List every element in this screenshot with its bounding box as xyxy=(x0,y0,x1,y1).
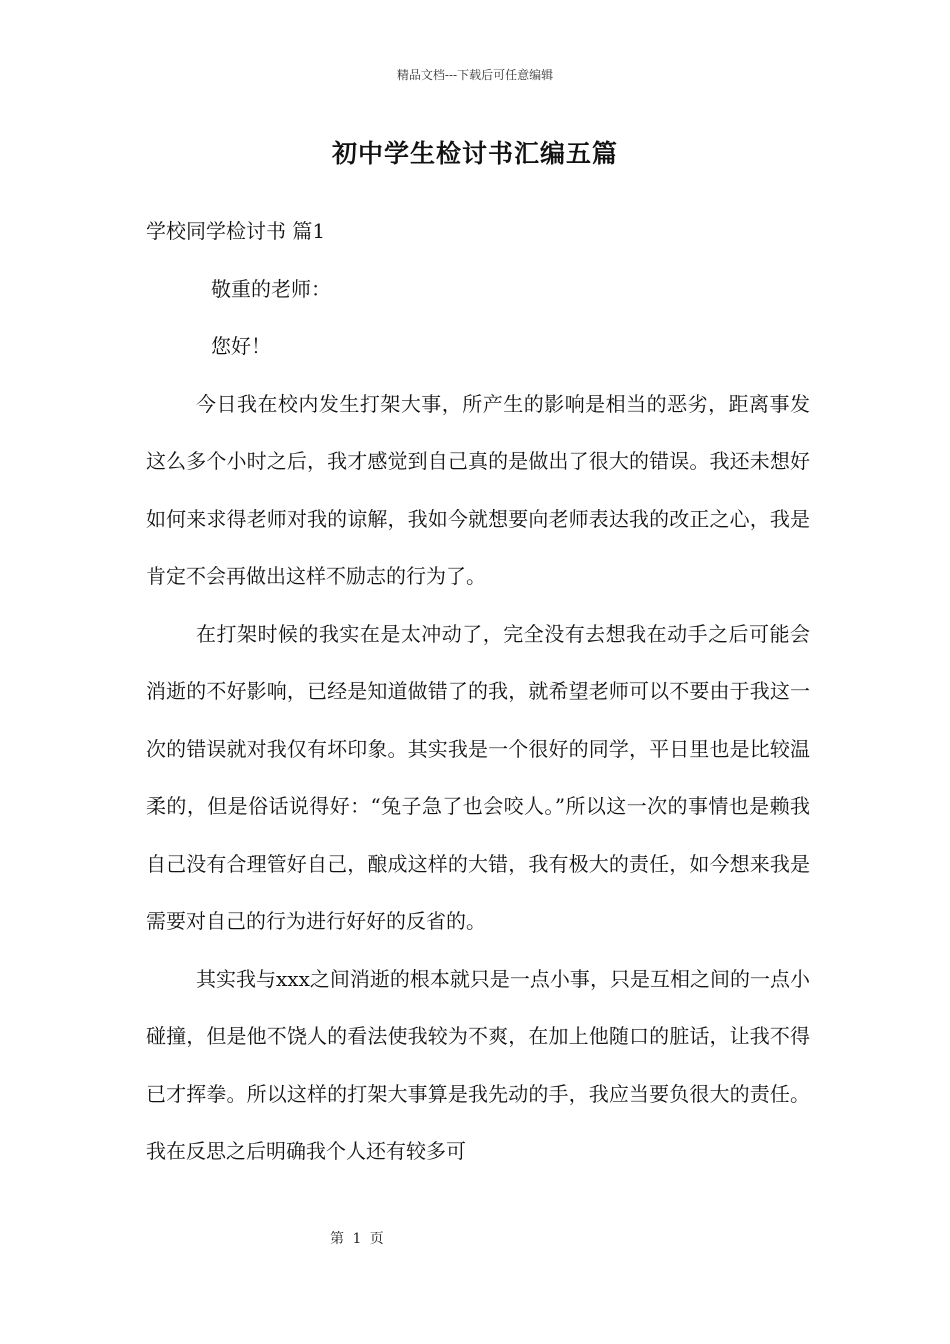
greeting: 您好！ xyxy=(211,334,271,358)
body-paragraph-2: 在打架时候的我实在是太冲动了，完全没有去想我在动手之后可能会消逝的不好影响，已经是知道做错了的我，就希望老师可以不要由于我这一次的错误就对我仅有坏印象。其实我是一个很好的同学，平日里也是比较温柔的，但是俗话说得好：“兔子急了也会咬人。”所以这一次的事情也是赖我自己没有合理管好自己，酿成这样的大错，我有极大的责任，如今想来我是需要对自己的行为进行好好的反省的。 xyxy=(146,621,810,933)
body-paragraph-3: 其实我与xxx之间消逝的根本就只是一点小事，只是互相之间的一点小碰撞，但是他不饶人的看法使我较为不爽，在加上他随口的脏话，让我不得已才挥拳。所以这样的打架大事算是我先动的手，我应当要负很大的责任。我在反思之后明确我个人还有较多可 xyxy=(146,966,810,1163)
page-number: 第 1 页 xyxy=(330,1231,384,1247)
salutation: 敬重的老师： xyxy=(211,276,331,301)
body-paragraph-1: 今日我在校内发生打架大事，所产生的影响是相当的恶劣，距离事发这么多个小时之后，我才感觉到自己真的是做出了很大的错误。我还未想好如何来求得老师对我的谅解，我如今就想要向老师表达我的改正之心，我是肯定不会再做出这样不励志的行为了。 xyxy=(146,391,810,588)
document-body xyxy=(146,203,810,1181)
document-title: 初中学生检讨书汇编五篇 xyxy=(331,139,618,168)
page-header: 精品文档---下载后可任意编辑 xyxy=(396,68,554,82)
section-heading: 学校同学检讨书 篇1 xyxy=(146,219,326,243)
